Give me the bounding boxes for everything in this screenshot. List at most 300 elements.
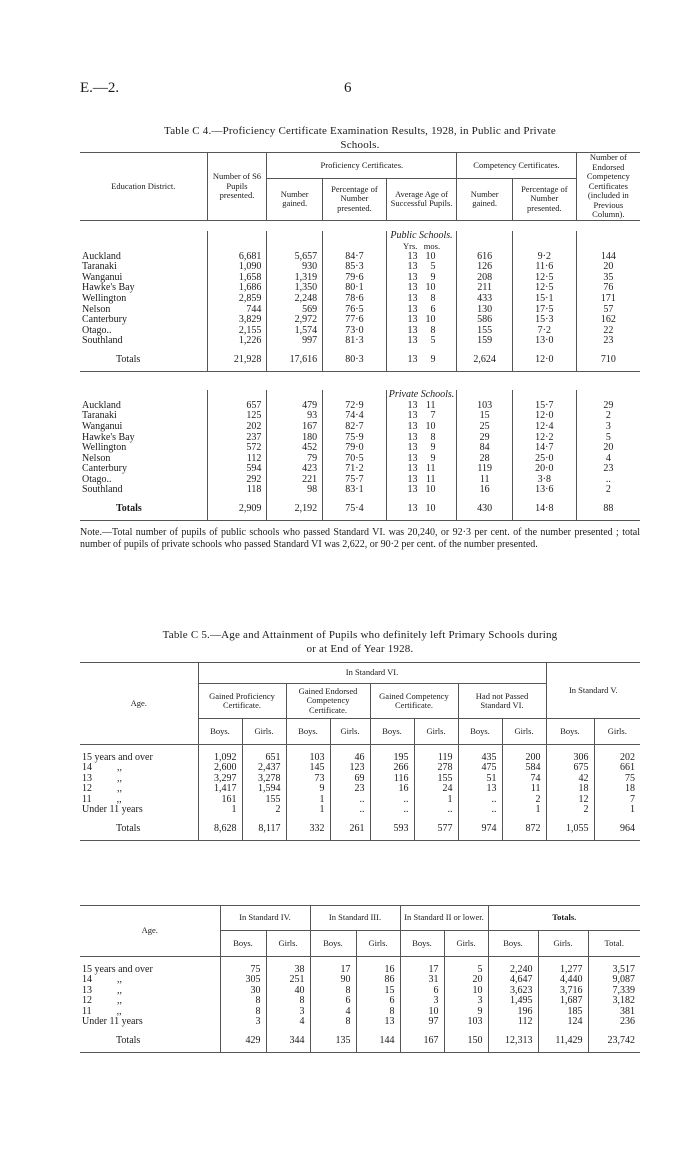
competency-percentage-cell: 15·1	[512, 294, 576, 305]
number-presented-cell: 2,859	[207, 294, 267, 305]
age-months: 9	[430, 271, 436, 283]
age-years: 13	[407, 282, 418, 294]
table-c4-title-line1: Table C 4.—Proficiency Certificate Examination Results, 1928, in Public and Private	[164, 125, 556, 137]
table-c4-title-line2: Schools.	[340, 139, 380, 151]
value-cell: ..	[330, 795, 370, 806]
percentage-cell: 77·6	[323, 315, 387, 326]
endorsed-cell: 710	[576, 355, 640, 366]
value-cell: 12	[546, 795, 594, 806]
competency-percentage-cell: 3·8	[512, 475, 576, 486]
endorsed-cell: 23	[576, 464, 640, 475]
number-gained-cell: 180	[267, 433, 323, 444]
district-name: Otago..	[82, 473, 112, 485]
col-education-district: Education District.	[111, 180, 176, 191]
value-cell: 10	[444, 986, 488, 997]
number-presented-cell: 3,829	[207, 315, 267, 326]
table-c5-title-line2: or at End of Year 1928.	[306, 643, 414, 655]
value-cell: 3,517	[588, 965, 640, 976]
competency-percentage-cell: 7·2	[512, 326, 576, 337]
value-cell: 69	[330, 774, 370, 785]
value-cell: 8	[310, 986, 356, 997]
percentage-cell: 78·6	[323, 294, 387, 305]
endorsed-cell: 3	[576, 422, 640, 433]
competency-percentage-cell: 20·0	[512, 464, 576, 475]
age-years: 13	[407, 250, 418, 262]
number-presented-cell: 21,928	[207, 355, 267, 366]
table-row	[80, 1017, 640, 1028]
value-cell: 150	[444, 1036, 488, 1047]
value-cell: 1	[198, 805, 242, 816]
value-cell: 40	[266, 986, 310, 997]
c5b-col-totals: Totals.	[488, 906, 640, 931]
spacer-row	[80, 515, 640, 521]
age-months: 10	[425, 484, 436, 496]
age-cell: 13 ,,	[82, 772, 122, 784]
spacer-row	[80, 835, 640, 841]
competency-gained-cell: 84	[457, 443, 513, 454]
competency-percentage-cell: 15·3	[512, 315, 576, 326]
percentage-cell: 70·5	[323, 454, 387, 465]
months-unit-label: mos.	[423, 241, 441, 252]
age-cell: 15 years and over	[82, 963, 153, 975]
average-age-cell	[386, 411, 457, 422]
value-cell: 4,440	[538, 975, 588, 986]
spacer-row	[80, 1047, 640, 1053]
number-gained-cell: 167	[267, 422, 323, 433]
age-years: 13	[407, 314, 418, 326]
competency-gained-cell: 11	[457, 475, 513, 486]
endorsed-cell: 57	[576, 305, 640, 316]
value-cell: 18	[546, 784, 594, 795]
col-prof-percentage: Percentage of Number presented.	[323, 178, 387, 220]
value-cell: 13	[458, 784, 502, 795]
total-header: Total.	[588, 931, 640, 957]
col-number-presented: Number of S6 Pupils presented.	[207, 153, 267, 221]
value-cell: 11,429	[538, 1036, 588, 1047]
competency-gained-cell: 155	[457, 326, 513, 337]
col-prof-number-gained: Number gained.	[267, 178, 323, 220]
value-cell: 661	[594, 763, 640, 774]
number-presented-cell: 572	[207, 443, 267, 454]
value-cell: 75	[220, 965, 266, 976]
endorsed-cell: 20	[576, 443, 640, 454]
value-cell: 475	[458, 763, 502, 774]
age-cell: 12 ,,	[82, 783, 122, 795]
value-cell: 8	[220, 996, 266, 1007]
value-cell: 17	[310, 965, 356, 976]
table-row	[80, 1007, 640, 1018]
table-c5-part2	[80, 905, 640, 1053]
value-cell: 6	[400, 986, 444, 997]
age-months: 8	[430, 324, 436, 336]
value-cell: 429	[220, 1036, 266, 1047]
value-cell: 3	[220, 1017, 266, 1028]
district-name: Auckland	[82, 250, 121, 262]
value-cell: 90	[310, 975, 356, 986]
endorsed-cell: 4	[576, 454, 640, 465]
value-cell: 155	[242, 795, 286, 806]
value-cell: 1	[286, 805, 330, 816]
value-cell: 261	[330, 824, 370, 835]
totals-row	[80, 824, 640, 835]
value-cell: 97	[400, 1017, 444, 1028]
number-presented-cell: 2,155	[207, 326, 267, 337]
endorsed-cell: 76	[576, 283, 640, 294]
value-cell: 167	[400, 1036, 444, 1047]
value-cell: 435	[458, 753, 502, 764]
value-cell: 135	[310, 1036, 356, 1047]
value-cell: 584	[502, 763, 546, 774]
value-cell: 73	[286, 774, 330, 785]
number-presented-cell: 125	[207, 411, 267, 422]
boys-header: Boys.	[400, 931, 444, 957]
competency-gained-cell: 616	[457, 252, 513, 263]
c5b-col-in-standard-iii: In Standard III.	[310, 906, 400, 931]
table-row	[80, 336, 640, 347]
value-cell: 124	[538, 1017, 588, 1028]
value-cell: 196	[488, 1007, 538, 1018]
age-cell: 14 ,,	[82, 762, 122, 774]
percentage-cell: 79·0	[323, 443, 387, 454]
number-presented-cell: 657	[207, 401, 267, 412]
col-comp-percentage: Percentage of Number presented.	[512, 178, 576, 220]
value-cell: 3,716	[538, 986, 588, 997]
age-months: 11	[425, 473, 436, 485]
endorsed-cell: 88	[576, 504, 640, 515]
average-age-cell	[386, 283, 457, 294]
age-months: 10	[425, 282, 436, 294]
value-cell: ..	[330, 805, 370, 816]
age-months: 11	[425, 463, 436, 475]
average-age-cell	[386, 443, 457, 454]
age-months: 11	[425, 399, 436, 411]
value-cell: 2,240	[488, 965, 538, 976]
value-cell: 6	[310, 996, 356, 1007]
boys-header: Boys.	[458, 719, 502, 745]
table-c4	[80, 152, 640, 521]
district-name: Southland	[82, 335, 123, 347]
average-age-cell	[386, 422, 457, 433]
value-cell: 11	[502, 784, 546, 795]
number-gained-cell: 1,319	[267, 273, 323, 284]
age-years: 13	[407, 503, 418, 515]
percentage-cell: 75·9	[323, 433, 387, 444]
age-cell: Under 11 years	[82, 804, 143, 816]
competency-percentage-cell: 17·5	[512, 305, 576, 316]
age-months: 5	[430, 335, 436, 347]
value-cell: 3,182	[588, 996, 640, 1007]
value-cell: ..	[370, 805, 414, 816]
district-name: Totals	[116, 354, 141, 366]
c5-col-not-passed: Had not Passed Standard VI.	[458, 684, 546, 719]
district-name: Taranaki	[82, 410, 117, 422]
age-years: 13	[407, 473, 418, 485]
age-cell: Totals	[116, 823, 141, 835]
value-cell: 974	[458, 824, 502, 835]
table-c5-part1	[80, 662, 640, 841]
value-cell: 103	[444, 1017, 488, 1028]
girls-header: Girls.	[356, 931, 400, 957]
value-cell: 1	[286, 795, 330, 806]
girls-header: Girls.	[266, 931, 310, 957]
col-competency-certificates: Competency Certificates.	[457, 153, 576, 179]
number-gained-cell: 452	[267, 443, 323, 454]
value-cell: 23	[330, 784, 370, 795]
value-cell: 5	[444, 965, 488, 976]
competency-gained-cell: 15	[457, 411, 513, 422]
age-years: 13	[407, 293, 418, 305]
value-cell: 1,055	[546, 824, 594, 835]
age-months: 8	[430, 293, 436, 305]
competency-percentage-cell: 13·0	[512, 336, 576, 347]
col-proficiency-certificates: Proficiency Certificates.	[267, 153, 457, 179]
value-cell: 13	[356, 1017, 400, 1028]
value-cell: 577	[414, 824, 458, 835]
district-cell	[80, 504, 207, 515]
average-age-cell	[386, 464, 457, 475]
number-gained-cell: 98	[267, 485, 323, 496]
competency-gained-cell: 208	[457, 273, 513, 284]
value-cell: 2,600	[198, 763, 242, 774]
number-gained-cell: 17,616	[267, 355, 323, 366]
value-cell: 381	[588, 1007, 640, 1018]
number-gained-cell: 479	[267, 401, 323, 412]
number-gained-cell: 1,574	[267, 326, 323, 337]
endorsed-cell: 29	[576, 401, 640, 412]
age-years: 13	[407, 410, 418, 422]
value-cell: 675	[546, 763, 594, 774]
value-cell: 344	[266, 1036, 310, 1047]
number-gained-cell: 5,657	[267, 252, 323, 263]
table-row	[80, 965, 640, 976]
district-name: Hawke's Bay	[82, 431, 135, 443]
c5-col-gained-endorsed: Gained Endorsed Competency Certificate.	[286, 684, 370, 719]
value-cell: 8,117	[242, 824, 286, 835]
district-name: Wanganui	[82, 271, 123, 283]
age-years: 13	[407, 324, 418, 336]
table-row	[80, 975, 640, 986]
value-cell: 116	[370, 774, 414, 785]
age-cell: 12 ,,	[82, 995, 122, 1007]
page-reference: E.—2.	[80, 80, 120, 96]
table-row	[80, 805, 640, 816]
value-cell: 9	[444, 1007, 488, 1018]
value-cell: 3	[400, 996, 444, 1007]
value-cell: 8,628	[198, 824, 242, 835]
value-cell: 12,313	[488, 1036, 538, 1047]
competency-gained-cell: 130	[457, 305, 513, 316]
value-cell: 31	[400, 975, 444, 986]
value-cell: 236	[588, 1017, 640, 1028]
age-months: 10	[425, 503, 436, 515]
competency-percentage-cell: 12·5	[512, 283, 576, 294]
value-cell: 86	[356, 975, 400, 986]
percentage-cell: 74·4	[323, 411, 387, 422]
percentage-cell: 80·3	[323, 355, 387, 366]
number-gained-cell: 1,350	[267, 283, 323, 294]
value-cell: 8	[356, 1007, 400, 1018]
value-cell: 651	[242, 753, 286, 764]
competency-percentage-cell: 13·6	[512, 485, 576, 496]
age-months: 9	[430, 354, 436, 366]
public-schools-section	[80, 220, 640, 347]
value-cell: 46	[330, 753, 370, 764]
value-cell: 3	[266, 1007, 310, 1018]
value-cell: 155	[414, 774, 458, 785]
competency-gained-cell: 25	[457, 422, 513, 433]
competency-percentage-cell: 14·8	[512, 504, 576, 515]
average-age-cell	[386, 454, 457, 465]
page-number: 6	[344, 80, 352, 96]
boys-header: Boys.	[198, 719, 242, 745]
col-endorsed-competency: Number of Endorsed Competency Certificates (included in Previous Column).	[576, 153, 640, 221]
district-name: Canterbury	[82, 463, 127, 475]
competency-gained-cell: 586	[457, 315, 513, 326]
average-age-cell	[386, 485, 457, 496]
value-cell: 8	[266, 996, 310, 1007]
age-cell: 11 ,,	[82, 793, 122, 805]
average-age-cell	[386, 262, 457, 273]
value-cell: 251	[266, 975, 310, 986]
competency-gained-cell: 28	[457, 454, 513, 465]
c5b-col-in-standard-ii: In Standard II or lower.	[400, 906, 488, 931]
value-cell: 2	[242, 805, 286, 816]
district-name: Otago..	[82, 324, 112, 336]
district-name: Nelson	[82, 303, 111, 315]
value-cell: 2	[502, 795, 546, 806]
age-cell: 11 ,,	[82, 1005, 122, 1017]
value-cell: 103	[286, 753, 330, 764]
value-cell: 1,687	[538, 996, 588, 1007]
average-age-cell	[386, 504, 457, 515]
age-months: 10	[425, 420, 436, 432]
age-years: 13	[407, 335, 418, 347]
value-cell: 7	[594, 795, 640, 806]
competency-percentage-cell: 12·5	[512, 273, 576, 284]
district-cell	[80, 336, 207, 347]
col-comp-number-gained: Number gained.	[457, 178, 513, 220]
age-months: 8	[430, 431, 436, 443]
age-months: 10	[425, 314, 436, 326]
c5-col-gained-competency: Gained Competency Certificate.	[370, 684, 458, 719]
average-age-cell	[386, 475, 457, 486]
value-cell: 16	[356, 965, 400, 976]
table-row	[80, 996, 640, 1007]
boys-header: Boys.	[370, 719, 414, 745]
competency-percentage-cell: 11·6	[512, 262, 576, 273]
girls-header: Girls.	[502, 719, 546, 745]
competency-gained-cell: 430	[457, 504, 513, 515]
competency-gained-cell: 2,624	[457, 355, 513, 366]
age-cell: Under 11 years	[82, 1016, 143, 1028]
competency-gained-cell: 103	[457, 401, 513, 412]
value-cell: 306	[546, 753, 594, 764]
boys-header: Boys.	[220, 931, 266, 957]
col-average-age: Average Age of Successful Pupils.	[386, 178, 457, 220]
age-months: 9	[430, 452, 436, 464]
value-cell: 202	[594, 753, 640, 764]
table-c5-title-line1: Table C 5.—Age and Attainment of Pupils who definitely left Primary Schools during	[162, 629, 558, 641]
value-cell: 20	[444, 975, 488, 986]
percentage-cell: 85·3	[323, 262, 387, 273]
girls-header: Girls.	[414, 719, 458, 745]
average-age-cell	[386, 401, 457, 412]
value-cell: 10	[400, 1007, 444, 1018]
number-gained-cell: 569	[267, 305, 323, 316]
number-presented-cell: 118	[207, 485, 267, 496]
value-cell: 6	[356, 996, 400, 1007]
value-cell: 17	[400, 965, 444, 976]
percentage-cell: 73·0	[323, 326, 387, 337]
value-cell: 4	[310, 1007, 356, 1018]
value-cell: 200	[502, 753, 546, 764]
age-years: 13	[407, 463, 418, 475]
value-cell: 144	[356, 1036, 400, 1047]
value-cell: 51	[458, 774, 502, 785]
average-age-cell	[386, 336, 457, 347]
number-gained-cell: 930	[267, 262, 323, 273]
value-cell: 30	[220, 986, 266, 997]
girls-header: Girls.	[538, 931, 588, 957]
age-cell: 15 years and over	[82, 751, 153, 763]
percentage-cell: 83·1	[323, 485, 387, 496]
competency-gained-cell: 159	[457, 336, 513, 347]
endorsed-cell: 2	[576, 411, 640, 422]
value-cell: 1,495	[488, 996, 538, 1007]
competency-gained-cell: 126	[457, 262, 513, 273]
percentage-cell: 75·4	[323, 504, 387, 515]
boys-header: Boys.	[310, 931, 356, 957]
percentage-cell: 82·7	[323, 422, 387, 433]
boys-header: Boys.	[546, 719, 594, 745]
c5b-col-in-standard-iv: In Standard IV.	[220, 906, 310, 931]
table-c5-title	[60, 628, 660, 656]
endorsed-cell: 23	[576, 336, 640, 347]
value-cell: 2,437	[242, 763, 286, 774]
private-schools-label: Private Schools.	[386, 390, 457, 401]
value-cell: 7,339	[588, 986, 640, 997]
boys-header: Boys.	[286, 719, 330, 745]
value-cell: ..	[370, 795, 414, 806]
average-age-cell	[386, 294, 457, 305]
value-cell: 75	[594, 774, 640, 785]
endorsed-cell: 2	[576, 485, 640, 496]
table-row	[80, 986, 640, 997]
age-cell: 14 ,,	[82, 974, 122, 986]
district-name: Wellington	[82, 442, 127, 454]
number-gained-cell: 2,192	[267, 504, 323, 515]
value-cell: 161	[198, 795, 242, 806]
value-cell: 1,594	[242, 784, 286, 795]
endorsed-cell: 171	[576, 294, 640, 305]
competency-percentage-cell: 14·7	[512, 443, 576, 454]
age-years: 13	[407, 452, 418, 464]
girls-header: Girls.	[444, 931, 488, 957]
number-presented-cell: 202	[207, 422, 267, 433]
value-cell: 4	[266, 1017, 310, 1028]
number-presented-cell: 112	[207, 454, 267, 465]
value-cell: 2	[546, 805, 594, 816]
competency-percentage-cell: 9·2	[512, 252, 576, 263]
competency-gained-cell: 119	[457, 464, 513, 475]
c5-col-gained-proficiency: Gained Proficiency Certificate.	[198, 684, 286, 719]
age-cell: Totals	[116, 1035, 141, 1047]
competency-percentage-cell: 12·2	[512, 433, 576, 444]
district-cell	[80, 485, 207, 496]
district-name: Wanganui	[82, 420, 123, 432]
number-presented-cell: 6,681	[207, 252, 267, 263]
age-months: 6	[430, 303, 436, 315]
